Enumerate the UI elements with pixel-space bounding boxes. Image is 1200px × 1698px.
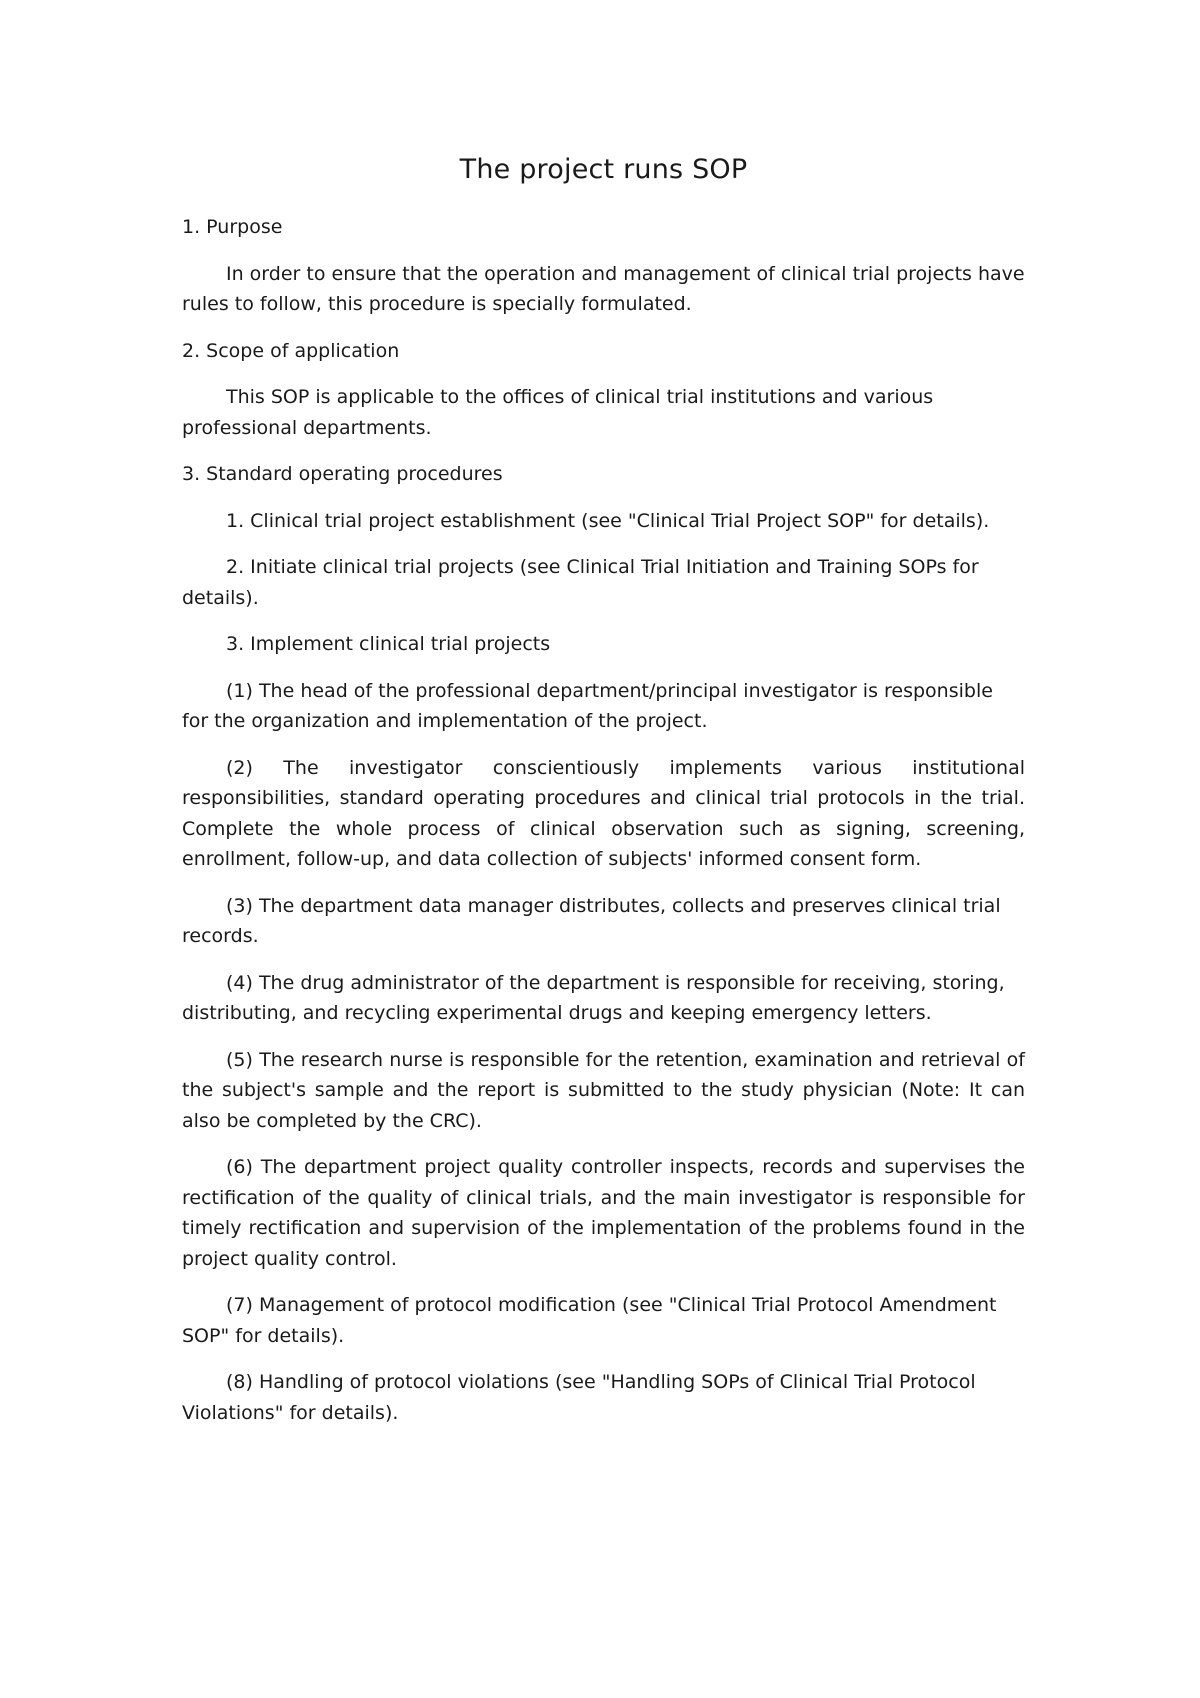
procedure-item-1: (1) The head of the professional department/principal investigator is responsible for the organization and implementation of the project. bbox=[182, 679, 993, 732]
procedure-item-4: (4) The drug administrator of the department is responsible for receiving, storing, distributing, and recycling experimental drugs and keeping emergency letters. bbox=[182, 971, 1005, 1024]
document-body bbox=[182, 150, 1025, 1444]
procedure-step-1: 1. Clinical trial project establishment (see "Clinical Trial Project SOP" for details). bbox=[226, 509, 990, 532]
procedure-item-7: (7) Management of protocol modification (see "Clinical Trial Protocol Amendment SOP" for details). bbox=[182, 1294, 997, 1347]
scope-heading: 2. Scope of application bbox=[182, 339, 400, 362]
procedure-item-8: (8) Handling of protocol violations (see "Handling SOPs of Clinical Trial Protocol Violations" for details). bbox=[182, 1371, 976, 1424]
procedure-item-3: (3) The department data manager distributes, collects and preserves clinical trial records. bbox=[182, 894, 1001, 947]
procedure-step-3: 3. Implement clinical trial projects bbox=[226, 633, 551, 655]
procedures-heading: 3. Standard operating procedures bbox=[182, 463, 503, 485]
scope-paragraph: This SOP is applicable to the offices of clinical trial institutions and various professional departments. bbox=[182, 386, 934, 439]
procedure-item-2: (2) The investigator conscientiously implements various institutional responsibilities, standard operating procedures and clinical trial protocols in the trial. Complete the whole process of clinical observation such as signing, screening, enrollment, follow-up, and data collection of subjects' informed consent form. bbox=[182, 756, 1025, 870]
purpose-heading: 1. Purpose bbox=[182, 216, 283, 238]
purpose-paragraph: In order to ensure that the operation and management of clinical trial projects have rules to follow, this procedure is specially formulated. bbox=[182, 262, 1025, 315]
procedure-step-2: 2. Initiate clinical trial projects (see Clinical Trial Initiation and Training SOPs for details). bbox=[182, 556, 979, 609]
procedure-item-6: (6) The department project quality controller inspects, records and supervises the rectification of the quality of clinical trials, and the main investigator is responsible for timely rectification and supervision of the implementation of the problems found in the project quality control. bbox=[182, 1156, 1025, 1270]
procedure-item-5: (5) The research nurse is responsible for the retention, examination and retrieval of the subject's sample and the report is submitted to the study physician (Note: It can also be completed by the CRC). bbox=[182, 1048, 1025, 1132]
page-title: The project runs SOP bbox=[459, 154, 748, 185]
